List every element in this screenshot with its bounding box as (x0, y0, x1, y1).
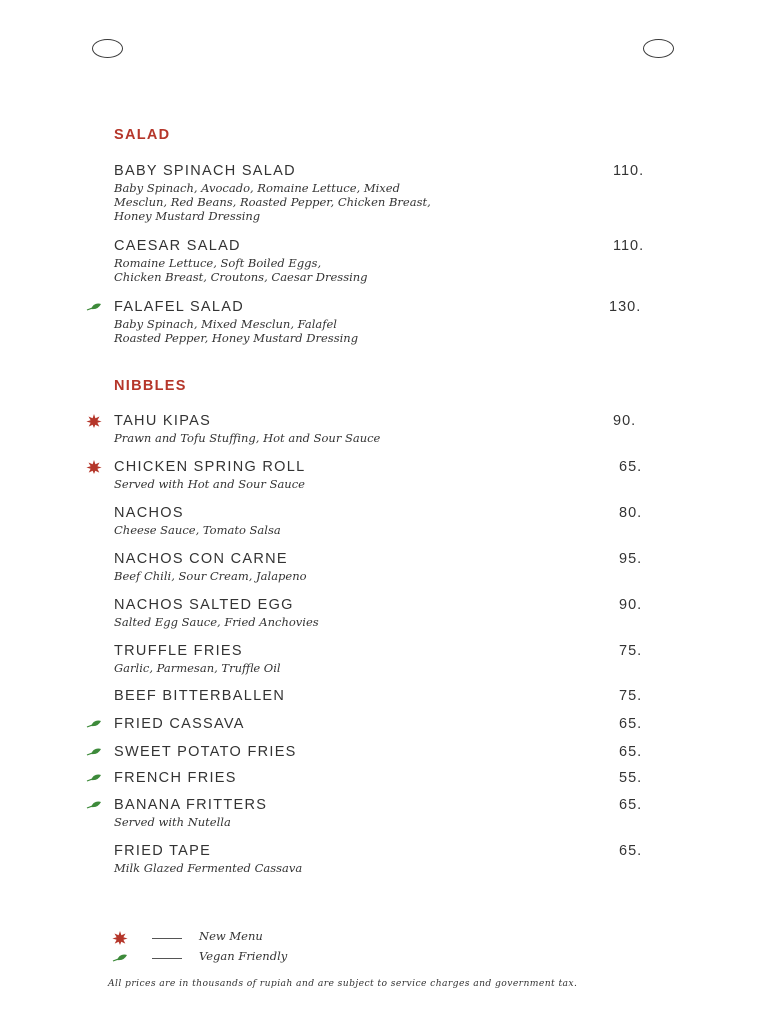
item-name: NACHOS SALTED EGG (114, 597, 294, 613)
item-price: 90. (613, 413, 637, 429)
binder-hole-right (643, 39, 674, 58)
item-name: FRIED CASSAVA (114, 716, 245, 732)
vegan-leaf-icon (86, 771, 102, 785)
item-name: CAESAR SALAD (114, 238, 241, 254)
menu-item-beef-bitterballen (114, 688, 659, 705)
vegan-leaf-icon (86, 798, 102, 812)
vegan-leaf-icon (86, 745, 102, 759)
item-name: CHICKEN SPRING ROLL (114, 459, 306, 475)
price-footnote: All prices are in thousands of rupiah and are subject to service charges and government tax. (108, 978, 578, 989)
item-name: FALAFEL SALAD (114, 299, 244, 315)
item-name: FRENCH FRIES (114, 770, 237, 786)
item-price: 130. (609, 299, 642, 315)
vegan-leaf-icon (86, 300, 102, 314)
item-price: 95. (619, 551, 643, 567)
item-price: 65. (619, 716, 643, 732)
menu-item-banana-fritters (114, 797, 659, 830)
item-description: Garlic, Parmesan, Truffle Oil (114, 661, 281, 675)
item-description: Prawn and Tofu Stuffing, Hot and Sour Sauce (114, 431, 381, 445)
item-name: NACHOS (114, 505, 184, 521)
item-name: NACHOS CON CARNE (114, 551, 288, 567)
item-price: 55. (619, 770, 643, 786)
menu-item-nachos (114, 505, 659, 538)
menu-item-tahu-kipas (114, 413, 659, 446)
new-menu-star-icon (112, 931, 128, 945)
item-description: Baby Spinach, Avocado, Romaine Lettuce, Mixed Mesclun, Red Beans, Roasted Pepper, Chicken Breast, Honey Mustard Dressing (114, 181, 431, 223)
item-description: Romaine Lettuce, Soft Boiled Eggs, Chicken Breast, Croutons, Caesar Dressing (114, 256, 368, 284)
item-price: 75. (619, 643, 643, 659)
item-price: 65. (619, 797, 643, 813)
section-title-nibbles: NIBBLES (114, 378, 187, 394)
item-name: TAHU KIPAS (114, 413, 212, 429)
vegan-leaf-icon (86, 717, 102, 731)
legend-divider (152, 938, 182, 939)
menu-item-caesar-salad (114, 238, 659, 285)
item-price: 80. (619, 505, 643, 521)
menu-item-chicken-spring-roll (114, 459, 659, 492)
item-description: Served with Hot and Sour Sauce (114, 477, 305, 491)
menu-item-fried-cassava (114, 716, 659, 733)
binder-hole-left (92, 39, 123, 58)
legend-divider (152, 958, 182, 959)
item-price: 110. (613, 238, 645, 254)
item-description: Baby Spinach, Mixed Mesclun, Falafel Roasted Pepper, Honey Mustard Dressing (114, 317, 359, 345)
menu-item-falafel-salad (114, 299, 659, 346)
item-price: 110. (613, 163, 645, 179)
item-description: Served with Nutella (114, 815, 231, 829)
menu-item-nachos-con-carne (114, 551, 659, 584)
item-description: Beef Chili, Sour Cream, Jalapeno (114, 569, 307, 583)
new-menu-star-icon (86, 414, 102, 428)
item-price: 75. (619, 688, 643, 704)
item-price: 65. (619, 459, 643, 475)
menu-item-sweet-potato-fries (114, 744, 659, 761)
legend-label: New Menu (199, 929, 263, 943)
item-price: 90. (619, 597, 643, 613)
menu-item-fried-tape (114, 843, 659, 876)
new-menu-star-icon (86, 460, 102, 474)
item-name: BANANA FRITTERS (114, 797, 268, 813)
item-name: BEEF BITTERBALLEN (114, 688, 286, 704)
menu-item-truffle-fries (114, 643, 659, 676)
legend-label: Vegan Friendly (199, 949, 288, 963)
item-name: TRUFFLE FRIES (114, 643, 243, 659)
item-name: FRIED TAPE (114, 843, 212, 859)
item-description: Cheese Sauce, Tomato Salsa (114, 523, 281, 537)
section-title-salad: SALAD (114, 127, 171, 143)
item-name: BABY SPINACH SALAD (114, 163, 296, 179)
menu-item-french-fries (114, 770, 659, 787)
item-description: Milk Glazed Fermented Cassava (114, 861, 303, 875)
vegan-leaf-icon (112, 951, 128, 965)
menu-item-nachos-salted-egg (114, 597, 659, 630)
item-name: SWEET POTATO FRIES (114, 744, 297, 760)
menu-item-baby-spinach-salad (114, 163, 659, 223)
item-price: 65. (619, 744, 643, 760)
item-price: 65. (619, 843, 643, 859)
item-description: Salted Egg Sauce, Fried Anchovies (114, 615, 319, 629)
